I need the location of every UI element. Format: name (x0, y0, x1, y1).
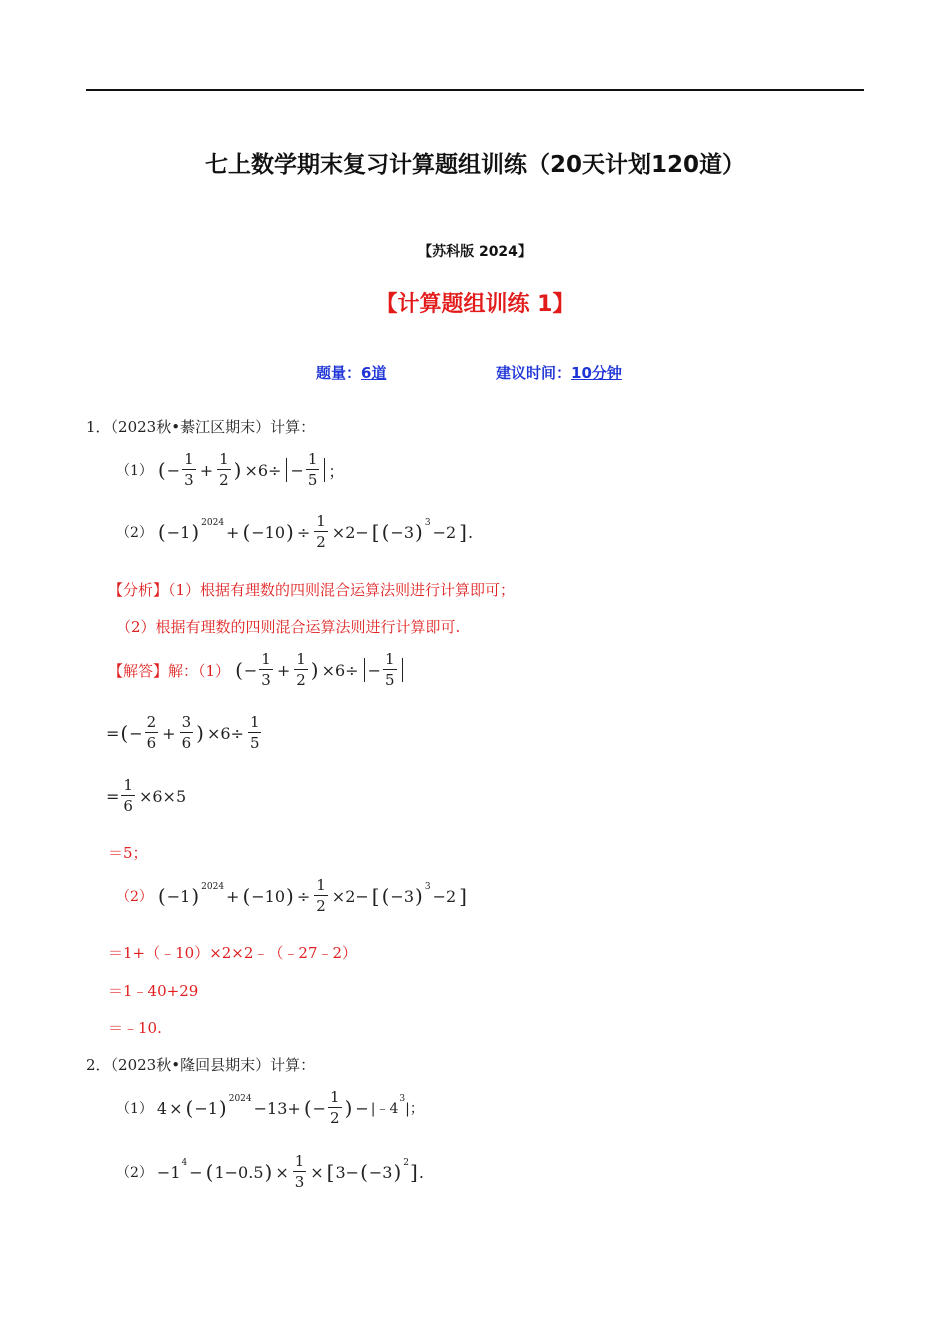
answer-1-part-2: （2） ( −1 ) 2024 + ( −10 ) ÷ $\frac{1}{2}$ ×2− [ ( −3 ) 3 −2 ] (116, 876, 467, 915)
part-tail: . (467, 522, 474, 542)
question-1-header: 1．（2023秋•綦江区期末）计算： (86, 418, 316, 436)
analysis-text-1: （1）根据有理数的四则混合运算法则进行计算即可； (168, 581, 516, 599)
question-count-label: 题量： (316, 364, 362, 382)
answer-1-step-2: = $\frac{1}{6}$ ×6×5 (106, 776, 187, 815)
part-label: （1） (116, 463, 153, 479)
question-1-part-1: （1） ( − $\frac{1}{3}$ + $\frac{1}{2}$ ) ×6÷ − $\frac{1}{5}$ ； (116, 450, 345, 489)
answer-1-part-1: 【解答】 解：（1） ( − $\frac{1}{3}$ + $\frac{1}{2}$ ) ×6÷ − $\frac{1}{5}$ (108, 652, 406, 688)
analysis-line-1 (108, 579, 515, 600)
question-2-header: 2．（2023秋•隆回县期末）计算： (86, 1056, 316, 1074)
question-1-part-2: （2） ( −1 ) 2024 + ( −10 ) ÷ $\frac{1}{2}$ ×2− [ ( −3 ) 3 −2 ] . (116, 512, 474, 551)
suggested-time-value: 10分钟 (571, 364, 622, 382)
part-label: （1） (116, 1101, 153, 1117)
abs-expression: |﹣4 (370, 1101, 399, 1117)
analysis-line-2: （2）根据有理数的四则混合运算法则进行计算即可. (116, 618, 461, 636)
answer-2-step-2: ＝1﹣40+29 (108, 982, 199, 1000)
edition-label: 【苏科版 2024】 (418, 244, 532, 260)
question-2-part-2: （2） −1 4 − ( 1−0.5 ) × $\frac{1}{3}$ × [ 3− ( −3 ) 2 ] . (116, 1152, 424, 1191)
set-title: 【计算题组训练 1】 (375, 292, 575, 317)
header-rule (86, 89, 864, 91)
part-label: （2） (116, 525, 153, 541)
abs-exponent: 3 (399, 1094, 406, 1104)
question-count (316, 362, 386, 383)
question-2-part-1: （1） 4 × ( −1 ) 2024 −13+ ( − $\frac{1}{2}$ ) − |﹣4 3 |； (116, 1088, 424, 1127)
answer-lead: 解：（1） (168, 661, 231, 680)
part-label: （2） (116, 1165, 153, 1181)
answer-1-step-1: = ( − $\frac{2}{6}$ + $\frac{3}{6}$ ) ×6÷ $\frac{1}{5}$ (106, 713, 260, 752)
part-tail: . (418, 1162, 424, 1182)
part-tail: |； (405, 1101, 424, 1117)
answer-1-step-3: ＝5； (108, 844, 148, 862)
analysis-tag: 【分析】 (108, 581, 169, 599)
part-tail: ； (328, 461, 345, 481)
answer-2-step-1: ＝1+（﹣10）×2×2﹣（﹣27﹣2） (108, 944, 358, 962)
part-label: （2） (116, 889, 153, 905)
answer-tag: 【解答】 (108, 661, 169, 680)
question-count-value: 6道 (361, 364, 387, 382)
answer-2-step-3: ＝﹣10. (108, 1019, 162, 1037)
suggested-time-label: 建议时间： (496, 364, 572, 382)
suggested-time (496, 362, 622, 383)
document-title: 七上数学期末复习计算题组训练（20天计划120道） (204, 152, 746, 178)
